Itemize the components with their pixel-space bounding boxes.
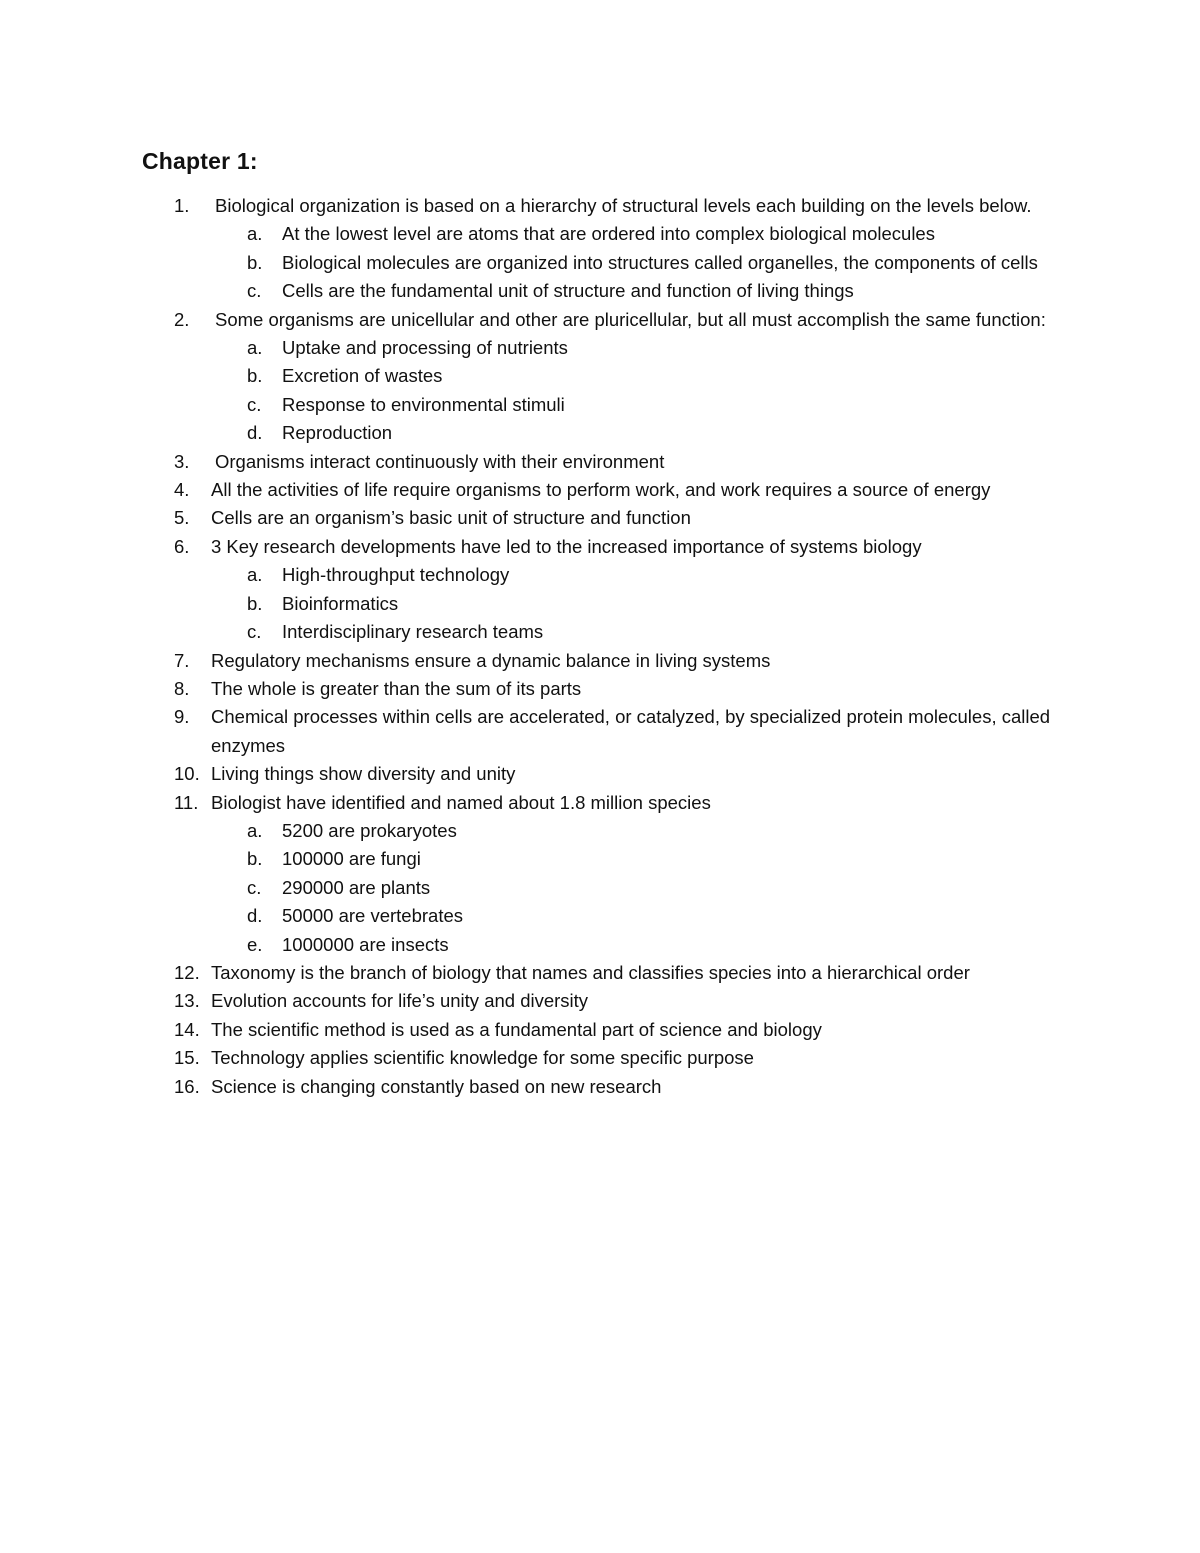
sub-list [211, 817, 1071, 959]
list-item-text: 3 Key research developments have led to the increased importance of systems biology [211, 535, 922, 557]
sub-list-item-text: At the lowest level are atoms that are ordered into complex biological molecules [282, 223, 935, 245]
list-item-text: Science is changing constantly based on new research [211, 1075, 662, 1097]
sub-list-item-letter: a. [247, 564, 263, 586]
sub-list-item-letter: b. [247, 365, 263, 387]
list-item-number: 14. [174, 1018, 200, 1040]
list-item [0, 1073, 1071, 1101]
list-item-number: 5. [174, 507, 190, 529]
list-item [0, 703, 1071, 760]
sub-list-item-text: 100000 are fungi [282, 848, 421, 870]
list-item-number: 10. [174, 763, 200, 785]
sub-list-item-letter: c. [247, 876, 262, 898]
list-item-number: 15. [174, 1047, 200, 1069]
list-item [0, 675, 1071, 703]
sub-list-item [211, 391, 1062, 419]
sub-list-item-letter: a. [247, 337, 263, 359]
list-item-number: 6. [174, 535, 190, 557]
sub-list-item [211, 817, 1062, 845]
list-item-text: The scientific method is used as a fundamental part of science and biology [211, 1018, 822, 1040]
chapter-outline-list [0, 192, 1200, 1101]
list-item-text: Organisms interact continuously with their environment [215, 450, 665, 472]
sub-list-item [211, 277, 1062, 305]
sub-list-item [211, 874, 1062, 902]
sub-list-item-text: Cells are the fundamental unit of structure and function of living things [282, 280, 854, 302]
sub-list [211, 334, 1071, 448]
sub-list-item [211, 334, 1062, 362]
sub-list-item-letter: a. [247, 223, 263, 245]
list-item-number: 13. [174, 990, 200, 1012]
list-item-text: Taxonomy is the branch of biology that names and classifies species into a hierarchical order [211, 961, 970, 983]
chapter-title: Chapter 1: [142, 148, 258, 174]
list-item-number: 11. [174, 791, 199, 813]
list-item [0, 1044, 1071, 1072]
sub-list-item-letter: b. [247, 251, 263, 273]
list-item [0, 647, 1071, 675]
sub-list-item [211, 590, 1062, 618]
sub-list-item-letter: c. [247, 393, 262, 415]
list-item-text: Evolution accounts for life’s unity and diversity [211, 990, 589, 1012]
list-item [0, 987, 1071, 1015]
list-item-number: 8. [174, 677, 190, 699]
sub-list-item-letter: c. [247, 280, 262, 302]
sub-list-item-letter: d. [247, 422, 263, 444]
sub-list-item-letter: e. [247, 933, 263, 955]
sub-list-item [211, 220, 1062, 248]
sub-list-item-text: 50000 are vertebrates [282, 905, 464, 927]
list-item [0, 1016, 1071, 1044]
sub-list-item-text: Uptake and processing of nutrients [282, 337, 568, 359]
list-item [0, 476, 1071, 504]
sub-list-item-text: Reproduction [282, 422, 393, 444]
list-item-text: Biologist have identified and named about 1.8 million species [211, 791, 711, 813]
sub-list-item [211, 419, 1062, 447]
sub-list-item-text: 5200 are prokaryotes [282, 819, 457, 841]
list-item-text: Cells are an organism’s basic unit of structure and function [211, 507, 691, 529]
sub-list-item-text: High-throughput technology [282, 564, 510, 586]
list-item-text: Regulatory mechanisms ensure a dynamic balance in living systems [211, 649, 771, 671]
list-item-text: Some organisms are unicellular and other are pluricellular, but all must accomplish the same function: [215, 308, 1046, 330]
list-item-text: Living things show diversity and unity [211, 763, 516, 785]
list-item-number: 1. [174, 195, 190, 216]
sub-list [211, 220, 1071, 305]
sub-list-item-text: Biological molecules are organized into structures called organelles, the components of cells [282, 251, 1038, 273]
list-item [0, 306, 1071, 448]
list-item-number: 9. [174, 706, 190, 728]
sub-list-item-letter: c. [247, 621, 262, 643]
sub-list-item-text: Response to environmental stimuli [282, 393, 565, 415]
sub-list-item-letter: a. [247, 819, 263, 841]
sub-list-item [211, 249, 1062, 277]
list-item-number: 16. [174, 1075, 200, 1097]
list-item [0, 192, 1071, 306]
list-item-number: 4. [174, 479, 190, 501]
list-item-text: Biological organization is based on a hierarchy of structural levels each building on the levels below. [215, 195, 1032, 216]
list-item [0, 533, 1071, 647]
list-item-text: All the activities of life require organisms to perform work, and work requires a source of energy [211, 479, 991, 501]
sub-list [211, 561, 1071, 646]
sub-list-item [211, 561, 1062, 589]
list-item [0, 504, 1071, 532]
sub-list-item-letter: b. [247, 848, 263, 870]
sub-list-item [211, 618, 1062, 646]
list-item [0, 448, 1071, 476]
sub-list-item-text: Bioinformatics [282, 592, 399, 614]
list-item-number: 7. [174, 649, 190, 671]
list-item-text: Technology applies scientific knowledge for some specific purpose [211, 1047, 754, 1069]
sub-list-item [211, 845, 1062, 873]
sub-list-item-letter: b. [247, 592, 263, 614]
list-item [0, 760, 1071, 788]
sub-list-item-letter: d. [247, 905, 263, 927]
sub-list-item-text: Excretion of wastes [282, 365, 443, 387]
sub-list-item [211, 362, 1062, 390]
list-item [0, 789, 1071, 959]
list-item-text: Chemical processes within cells are accelerated, or catalyzed, by specialized protein molecules, called enzymes [211, 706, 1051, 756]
list-item-number: 3. [174, 450, 190, 472]
sub-list-item [211, 931, 1062, 959]
list-item-text: The whole is greater than the sum of its parts [211, 677, 582, 699]
sub-list-item [211, 902, 1062, 930]
list-item [0, 959, 1071, 987]
list-item-number: 2. [174, 308, 190, 330]
list-item-number: 12. [174, 961, 200, 983]
sub-list-item-text: Interdisciplinary research teams [282, 621, 544, 643]
sub-list-item-text: 290000 are plants [282, 876, 431, 898]
sub-list-item-text: 1000000 are insects [282, 933, 449, 955]
